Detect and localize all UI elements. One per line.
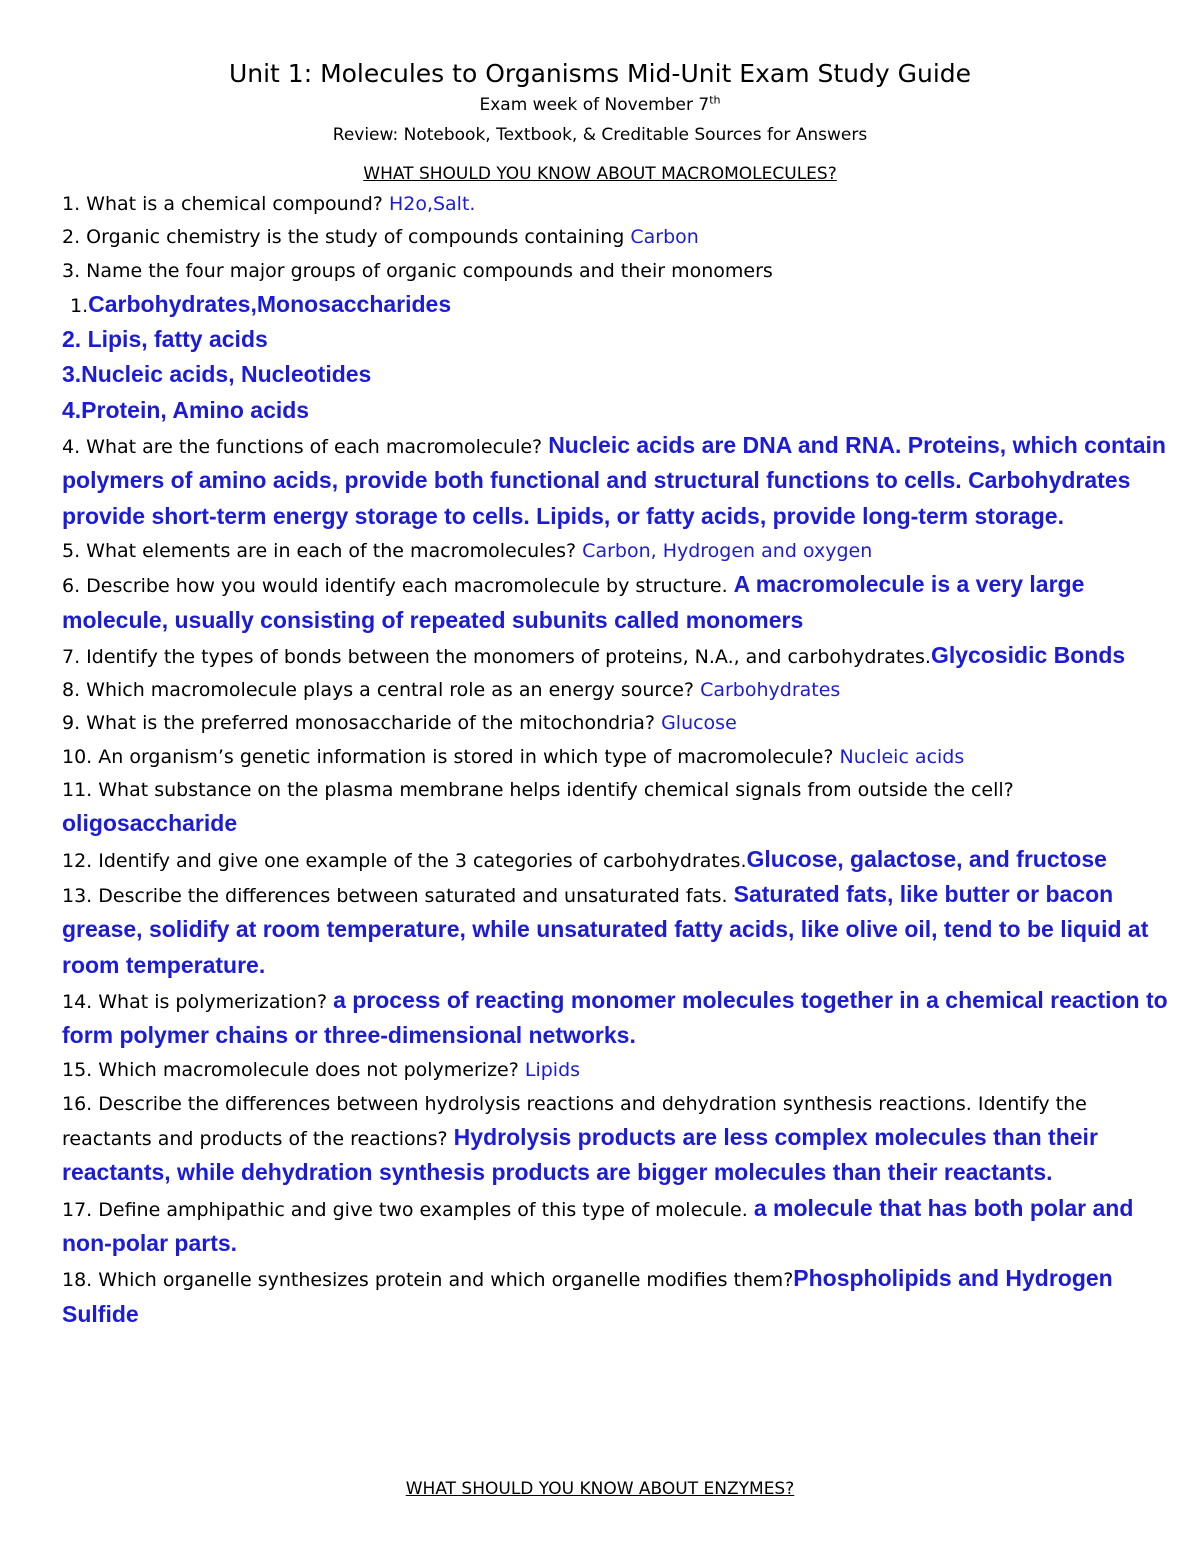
question-18 [62, 1262, 1170, 1333]
question-15 [62, 1054, 1170, 1087]
question-17 [62, 1192, 1170, 1263]
question-list [62, 188, 1170, 1333]
list-number: 1. [70, 294, 89, 317]
answer-text: oligosaccharide [62, 810, 238, 837]
question-text: 2. Organic chemistry is the study of compounds containing [62, 226, 631, 249]
answer-text: Glucose [661, 712, 737, 735]
answer-text: Carbon, Hydrogen and oxygen [582, 539, 873, 562]
question-text: 6. Describe how you would identify each macromolecule by structure. [62, 575, 734, 598]
question-text: 7. Identify the types of bonds between the monomers of proteins, N.A., and carbohydrates. [62, 645, 931, 668]
question-text: 17. Define amphipathic and give two examples of this type of molecule. [62, 1198, 754, 1221]
question-text: 9. What is the preferred monosaccharide of the mitochondria? [62, 712, 662, 735]
question-8 [62, 674, 1170, 707]
answer-text: A macromolecule is a very large molecule, usually consisting of repeated subunits called monomers [62, 571, 1085, 633]
answer-text: 4.Protein, Amino acids [62, 396, 310, 423]
question-6 [62, 568, 1170, 639]
question-13 [62, 878, 1170, 984]
answer-text: Carbon [630, 226, 699, 249]
answer-text: Glucose, galactose, and fructose [746, 845, 1107, 872]
answer-3-line-2 [62, 323, 1170, 358]
exam-week [0, 90, 1200, 120]
answer-3-line-4 [62, 394, 1170, 429]
question-2 [62, 221, 1170, 254]
question-text: 13. Describe the differences between saturated and unsaturated fats. [62, 884, 734, 907]
answer-text: H2o,Salt. [388, 193, 476, 215]
question-text: 5. What elements are in each of the macromolecules? [62, 539, 583, 562]
question-text: 10. An organism’s genetic information is stored in which type of macromolecule? [62, 745, 840, 768]
document-title: Unit 1: Molecules to Organisms Mid-Unit Exam Study Guide [228, 59, 972, 88]
answer-text: Nucleic acids are DNA and RNA. Proteins, which contain polymers of amino acids, provide both functional and structural functions to cells. Carbohydrates provide short-term energy storage to cells. Lipids, or fatty acids, provide long-term storage. [62, 432, 1166, 529]
answer-text: Phospholipids and Hydrogen Sulfide [62, 1265, 1113, 1327]
question-text: 4. What are the functions of each macromolecule? [62, 436, 549, 459]
answer-text: 2. Lipis, fatty acids [62, 326, 268, 353]
question-text: 12. Identify and give one example of the 3 categories of carbohydrates. [62, 849, 747, 872]
answer-text: Nucleic acids [839, 745, 965, 768]
answer-text: 3.Nucleic acids, Nucleotides [62, 361, 372, 388]
question-14 [62, 984, 1170, 1055]
document-header [0, 0, 1200, 150]
question-5 [62, 535, 1170, 568]
answer-text: Glycosidic Bonds [930, 641, 1126, 668]
question-text: 14. What is polymerization? [62, 990, 334, 1013]
question-text: 11. What substance on the plasma membrane helps identify chemical signals from outside the cell? [62, 779, 1014, 802]
review-note: Review: Notebook, Textbook, & Creditable Sources for Answers [332, 125, 868, 145]
answer-text: a molecule that has both polar and non-polar parts. [62, 1194, 1134, 1256]
exam-week-text: Exam week of November 7 [479, 95, 710, 115]
answer-text: Carbohydrates,Monosaccharides [88, 290, 452, 317]
section-heading-macromolecules: WHAT SHOULD YOU KNOW ABOUT MACROMOLECULES? [363, 164, 837, 184]
question-16 [62, 1088, 1170, 1192]
exam-week-sup: th [709, 93, 721, 107]
question-text: 18. Which organelle synthesizes protein and which organelle modifies them? [62, 1269, 794, 1292]
question-text: 15. Which macromolecule does not polymerize? [62, 1059, 525, 1082]
question-11 [62, 774, 1170, 843]
question-10 [62, 741, 1170, 774]
answer-3-line-3 [62, 358, 1170, 393]
answer-3-line-1 [62, 288, 1170, 323]
question-1 [62, 188, 1170, 221]
answer-text: Hydrolysis products are less complex molecules than their reactants, while dehydration synthesis products are bigger molecules than their reactants. [62, 1124, 1098, 1186]
question-12 [62, 843, 1170, 878]
answer-text: Lipids [524, 1059, 581, 1082]
answer-text: Carbohydrates [700, 679, 841, 702]
question-text: 16. Describe the differences between hydrolysis reactions and dehydration synthesis reactions. Identify the reactants and products of the reactions? [62, 1092, 1087, 1151]
question-text: 1. What is a chemical compound? [62, 193, 389, 215]
answer-text: Saturated fats, like butter or bacon grease, solidify at room temperature, while unsaturated fatty acids, like olive oil, tend to be liquid at room temperature. [62, 880, 1149, 978]
question-7 [62, 639, 1170, 674]
question-9 [62, 707, 1170, 740]
answer-text: a process of reacting monomer molecules together in a chemical reaction to form polymer chains or three-dimensional networks. [62, 986, 1168, 1049]
question-3: 3. Name the four major groups of organic compounds and their monomers [62, 259, 773, 282]
question-4 [62, 429, 1170, 535]
question-text: 8. Which macromolecule plays a central role as an energy source? [62, 679, 701, 702]
section-heading-enzymes: WHAT SHOULD YOU KNOW ABOUT ENZYMES? [405, 1479, 795, 1499]
